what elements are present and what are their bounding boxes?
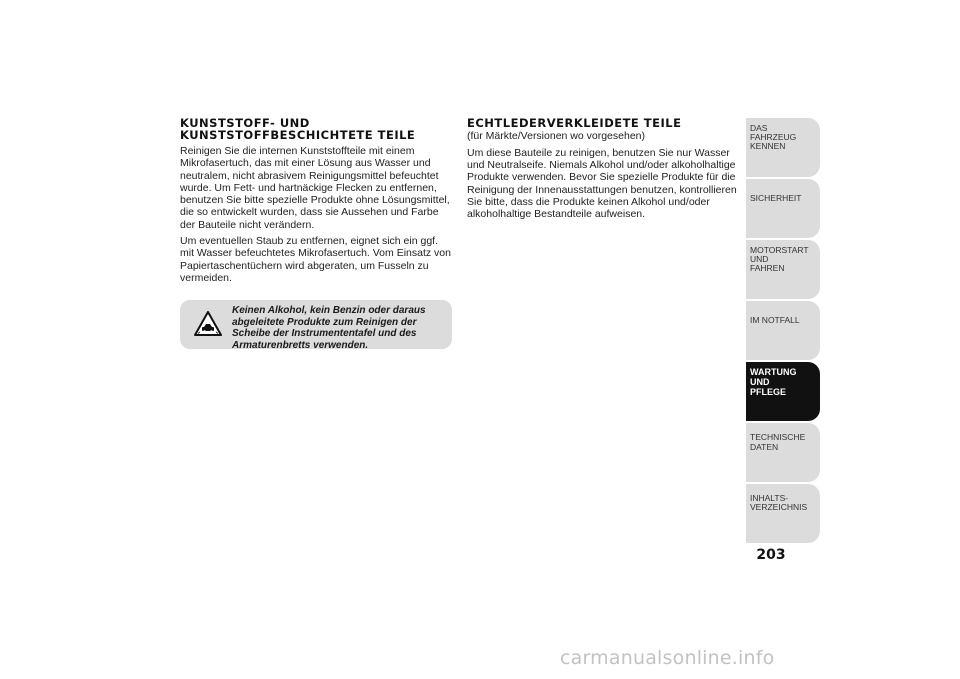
tab-im-notfall[interactable] <box>746 301 820 360</box>
tab-label-line1: INHALTS- <box>750 493 789 504</box>
tab-technische-daten[interactable] <box>746 423 820 482</box>
right-column <box>467 118 742 225</box>
left-column <box>180 118 452 349</box>
section-title-leather: ECHTLEDERVERKLEIDETE TEILE <box>467 116 682 130</box>
tab-wartung-und-pflege[interactable] <box>746 362 820 421</box>
tab-label-line1: IM NOTFALL <box>750 314 800 325</box>
title-line-2: KUNSTSTOFFBESCHICHTETE TEILE <box>180 127 416 142</box>
leather-subtitle: (für Märkte/Versionen wo vorgesehen) <box>467 129 646 142</box>
tab-label-line2: PFLEGE <box>750 386 787 397</box>
tab-label-line1: TECHNISCHE DATEN <box>750 432 806 452</box>
tab-label-line2: VERZEICHNIS <box>750 502 808 513</box>
plastic-paragraph-1: Reinigen Sie die internen Kunststoffteile mit einem Mikrofasertuch, das mit einer Lösung aus Wasser und neutralem, nicht abrasivem Reinigungsmittel befeuchtet wurde. Um Fett- und hartnäckige Flecken zu entfernen, benutzen Sie bitte spezielle Produkte ohne Lösungsmittel, die so entwickelt wurden, dass sie Aussehen und Farbe der Bauteile nicht verändern. <box>180 145 450 231</box>
tab-sicherheit[interactable] <box>746 179 820 238</box>
tab-inhaltsverzeichnis[interactable] <box>746 484 820 543</box>
title-line-1: KUNSTSTOFF- UND <box>180 116 310 130</box>
tab-label-line1: SICHERHEIT <box>750 192 802 203</box>
tab-label-line2: KENNEN <box>750 141 786 151</box>
tab-das-fahrzeug-kennen[interactable] <box>746 118 820 177</box>
section-title-plastic <box>180 118 452 141</box>
leather-paragraph-1: Um diese Bauteile zu reinigen, benutzen Sie nur Wasser und Neutralseife. Niemals Alkohol und/oder alkoholhaltige Produkte verwenden. Bevor Sie spezielle Produkte für die Reinigung der Innenausstattungen benutzen, kontrollieren Sie bitte, dass die Produkte keinen Alkohol und/oder alkoholhaltige Bestandteile aufweisen. <box>467 146 737 221</box>
watermark: carmanualsonline.info <box>560 647 775 669</box>
tab-label-line1: WARTUNG UND <box>750 366 797 387</box>
tab-label-line1: DAS FAHRZEUG <box>750 122 797 142</box>
warning-triangle-icon <box>194 311 222 336</box>
warning-text: Keinen Alkohol, kein Benzin oder daraus abgeleitete Produkte zum Reinigen der Scheibe der Instrumententafel und des Armaturenbretts verwenden. <box>232 305 426 351</box>
plastic-paragraph-2: Um eventuellen Staub zu entfernen, eignet sich ein ggf. mit Wasser befeuchtetes Mikrofasertuch. Vom Einsatz von Papiertaschentüchern wird abgeraten, um Fusseln zu vermeiden. <box>180 235 451 284</box>
chapter-tabs <box>746 118 820 545</box>
tab-motorstart-und-fahren[interactable] <box>746 240 820 299</box>
tab-label-line2: FAHREN <box>750 263 785 273</box>
warning-box <box>180 300 452 349</box>
page-number: 203 <box>756 547 786 563</box>
tab-label-line1: MOTORSTART UND <box>750 244 809 264</box>
